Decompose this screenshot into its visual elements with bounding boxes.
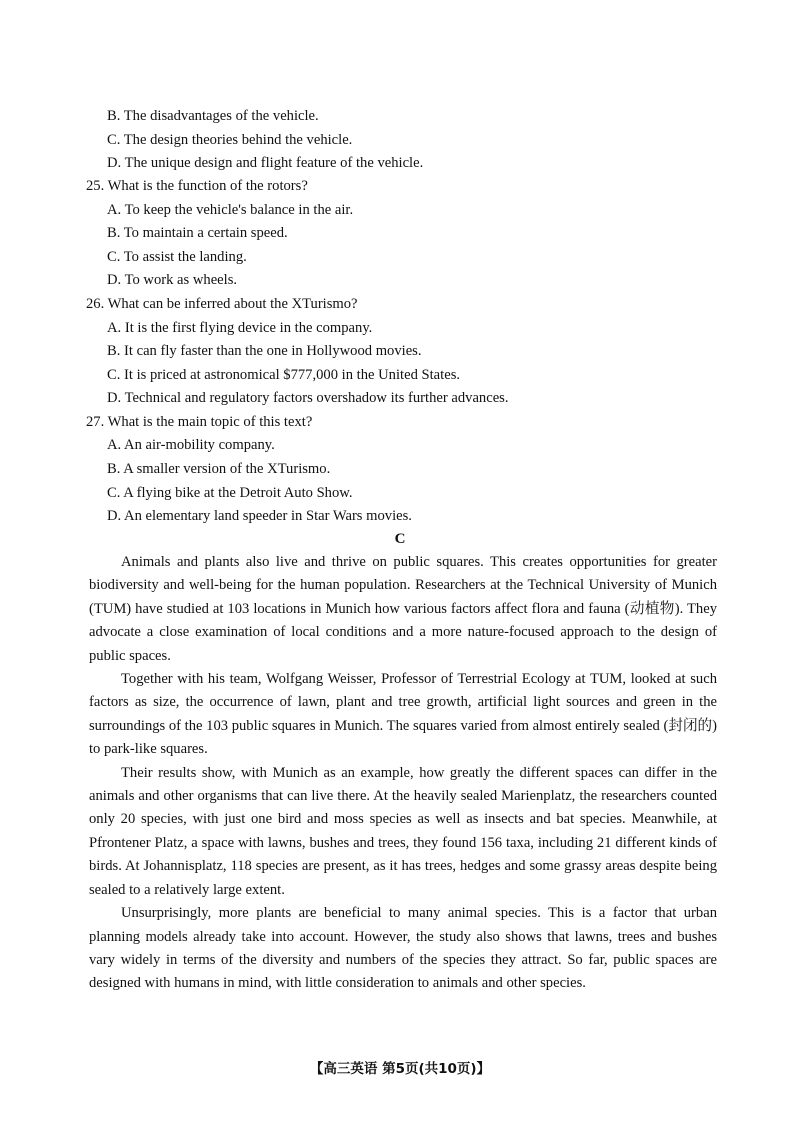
- q27-option-c[interactable]: C. A flying bike at the Detroit Auto Show.: [107, 485, 353, 501]
- q26-option-d[interactable]: D. Technical and regulatory factors overshadow its further advances.: [107, 390, 509, 406]
- q27-option-a[interactable]: A. An air-mobility company.: [107, 437, 275, 453]
- page-footer: 【高三英语 第5页(共10页)】: [309, 1061, 491, 1077]
- q26-option-c[interactable]: C. It is priced at astronomical $777,000 in the United States.: [107, 367, 461, 383]
- q27-option-d[interactable]: D. An elementary land speeder in Star Wars movies.: [107, 508, 412, 524]
- passage: [89, 551, 717, 996]
- passage-paragraph-3: Their results show, with Munich as an example, how greatly the different spaces can differ in the animals and other organisms that can live there. At the heavily sealed Marienplatz, the researchers counted only 20 species, with just one bird and moss species as well as insects and bat species. Meanwhile, at Pfrontener Platz, a space with lawns, bushes and trees, they found 156 taxa, including 21 different kinds of birds. At Johannisplatz, 118 species are present, as it has trees, hedges and some grassy areas despite being sealed to a relatively large extent.: [89, 764, 717, 898]
- q25-stem: 25. What is the function of the rotors?: [86, 178, 308, 194]
- passage-paragraph-4: Unsurprisingly, more plants are beneficial to many animal species. This is a factor that urban planning models already take into account. However, the study also shows that lawns, trees and bushes vary widely in terms of the diversity and numbers of the species they attract. So far, public spaces are designed with humans in mind, with little consideration to animals and other species.: [89, 905, 717, 992]
- q26-option-b[interactable]: B. It can fly faster than the one in Hollywood movies.: [107, 343, 422, 359]
- passage-paragraph-2: Together with his team, Wolfgang Weisser, Professor of Terrestrial Ecology at TUM, looked at such factors as size, the occurrence of lawn, plant and tree growth, artificial light sources and green in the surroundings of the 103 public squares in Munich. The squares varied from almost entirely sealed (封闭的) to park-like squares.: [89, 671, 717, 758]
- q25-option-b[interactable]: B. To maintain a certain speed.: [107, 225, 288, 241]
- q25-option-c[interactable]: C. To assist the landing.: [107, 249, 247, 265]
- q25-option-a[interactable]: A. To keep the vehicle's balance in the air.: [107, 202, 354, 218]
- q26-stem: 26. What can be inferred about the XTurismo?: [86, 296, 358, 312]
- q24-option-d[interactable]: D. The unique design and flight feature of the vehicle.: [107, 155, 424, 171]
- q25-option-d[interactable]: D. To work as wheels.: [107, 272, 238, 288]
- q27-stem: 27. What is the main topic of this text?: [86, 414, 313, 430]
- q27-option-b[interactable]: B. A smaller version of the XTurismo.: [107, 461, 331, 477]
- q24-option-c[interactable]: C. The design theories behind the vehicle.: [107, 132, 353, 148]
- q26-option-a[interactable]: A. It is the first flying device in the company.: [107, 320, 373, 336]
- passage-paragraph-1: Animals and plants also live and thrive on public squares. This creates opportunities for greater biodiversity and well-being for the human population. Researchers at the Technical University of Munich (TUM) have studied at 103 locations in Munich how various factors affect flora and fauna (动植物). They advocate a close examination of local conditions and a more nature-focused approach to the design of public spaces.: [89, 554, 717, 664]
- q24-option-b[interactable]: B. The disadvantages of the vehicle.: [107, 108, 319, 124]
- section-label: C: [394, 531, 406, 547]
